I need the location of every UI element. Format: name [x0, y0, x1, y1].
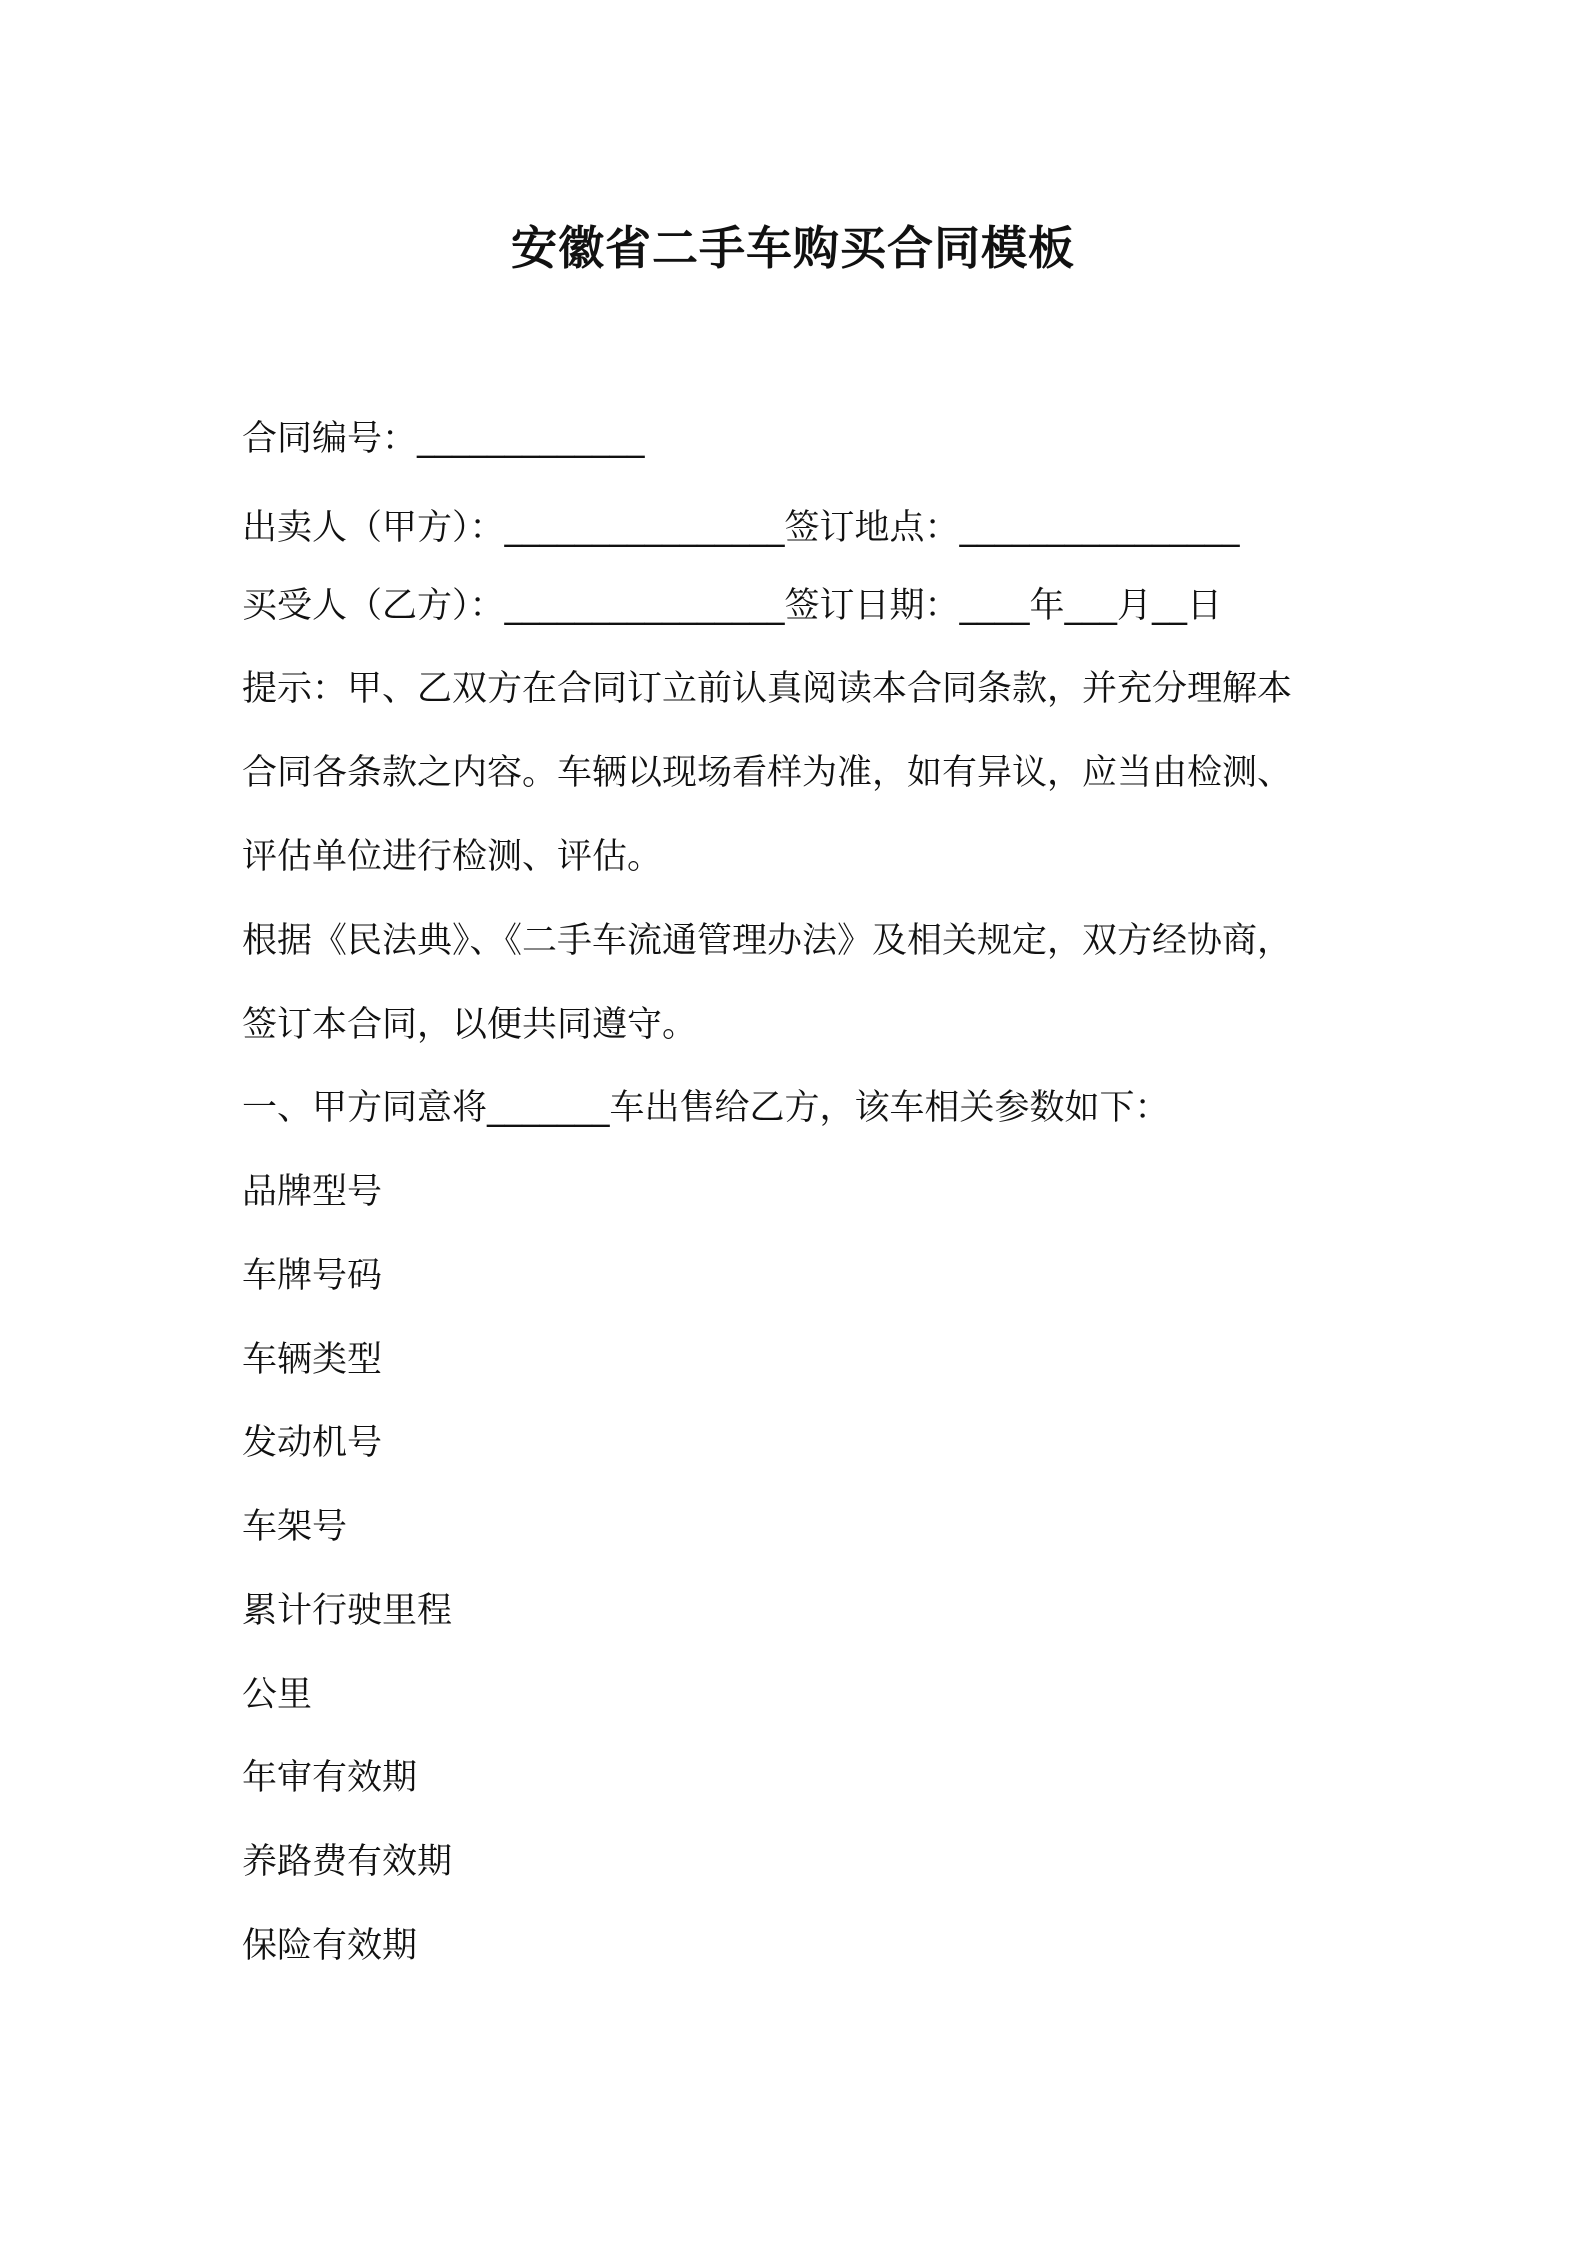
- basis-line-2: 签订本合同，以便共同遵守。: [242, 1005, 698, 1045]
- buyer-line: 买受人（乙方）：________________签订日期：____年___月__日: [242, 586, 1223, 626]
- clause-1: 一、甲方同意将_______车出售给乙方，该车相关参数如下：: [242, 1088, 1170, 1128]
- notice-line-2: 合同各条款之内容。车辆以现场看样为准，如有异议，应当由检测、: [242, 753, 1293, 793]
- param-km: 公里: [242, 1675, 313, 1715]
- param-annual-inspection: 年审有效期: [242, 1758, 418, 1798]
- document-title: 安徽省二手车购买合同模板: [511, 221, 1075, 275]
- param-vehicle-type: 车辆类型: [242, 1340, 383, 1380]
- param-plate-number: 车牌号码: [242, 1256, 383, 1296]
- param-engine-number: 发动机号: [242, 1423, 383, 1463]
- notice-line-1: 提示：甲、乙双方在合同订立前认真阅读本合同条款，并充分理解本: [242, 669, 1293, 709]
- param-road-fee: 养路费有效期: [242, 1842, 453, 1882]
- basis-line-1: 根据《民法典》、《二手车流通管理办法》及相关规定，双方经协商，: [242, 921, 1293, 961]
- param-brand-model: 品牌型号: [242, 1172, 383, 1212]
- param-frame-number: 车架号: [242, 1507, 348, 1547]
- contract-number-line: 合同编号：_____________: [242, 419, 645, 459]
- param-mileage: 累计行驶里程: [242, 1591, 453, 1631]
- param-insurance: 保险有效期: [242, 1926, 418, 1966]
- notice-line-3: 评估单位进行检测、评估。: [242, 837, 663, 877]
- seller-line: 出卖人（甲方）：________________签订地点：________________: [242, 508, 1240, 548]
